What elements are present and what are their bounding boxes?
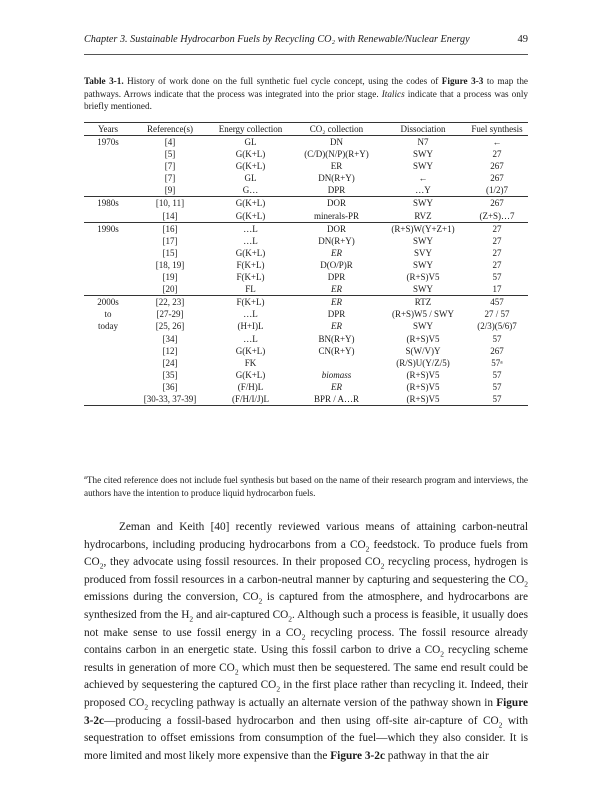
cell-co2: DPR [327, 185, 346, 196]
cell-co2 [293, 357, 380, 369]
cell-dissociation: SWY [380, 197, 466, 210]
cell-years: 1970s [84, 136, 132, 149]
cell-dissociation: (R+S)V5 [380, 393, 466, 406]
cell-dissociation: SWY [413, 161, 433, 172]
cell-fuel: 267 [490, 161, 504, 172]
cell-energy: F(K+L) [208, 296, 293, 309]
cell-energy: (F/H/I/J)L [208, 393, 293, 406]
cell-dissociation: …Y [415, 185, 431, 196]
cell-co2: DOR [293, 197, 380, 210]
cell-energy: F(K+L) [236, 259, 265, 270]
col-header-references: Reference(s) [132, 123, 208, 136]
cell-energy: FK [244, 357, 257, 368]
chapter-title: Chapter 3. Sustainable Hydrocarbon Fuels by Recycling CO₂ with Renewable/Nuclear Energy [84, 34, 470, 45]
cell-dissociation: (R/S)U(Y/Z/5) [396, 357, 450, 368]
cell-energy: …L [243, 333, 258, 344]
cell-fuel: ← [466, 136, 528, 149]
cell-fuel: 17 [492, 284, 502, 295]
cell-reference: [14] [162, 210, 178, 221]
cell-fuel: 57 [466, 393, 528, 406]
cell-fuel: 57ᵃ [491, 357, 503, 368]
cell-co2: DPR [327, 272, 346, 283]
col-header-dissociation: Dissociation [380, 123, 466, 136]
cell-years: to [104, 309, 112, 320]
cell-co2: DN [293, 136, 380, 149]
cell-co2: DPR [327, 309, 346, 320]
cell-energy: G(K+L) [235, 161, 266, 172]
cell-energy: G(K+L) [235, 210, 266, 221]
cell-energy: (F/H)L [237, 381, 264, 392]
cell-years [84, 369, 132, 381]
figure-reference: Figure 3-3 [441, 76, 484, 86]
footnote-text: The cited reference does not include fuel synthesis but based on the name of their research program and interviews, the authors have the intention to produce liquid hydrocarbon fuels. [84, 475, 528, 498]
table-row [84, 283, 528, 296]
table-row [84, 369, 528, 381]
cell-reference: [20] [162, 284, 178, 295]
cell-dissociation: RVZ [414, 210, 432, 221]
col-header-energy: Energy collection [208, 123, 293, 136]
cell-reference: [34] [162, 333, 178, 344]
cell-fuel: (2/3)(5/6)7 [477, 321, 517, 332]
cell-co2: DN(R+Y) [318, 173, 355, 184]
cell-years [84, 271, 132, 283]
cell-energy: G(K+L) [235, 247, 266, 258]
cell-co2: biomass [321, 369, 352, 380]
cell-years [84, 259, 132, 271]
cell-co2: (C/D)(N/P)(R+Y) [304, 149, 369, 160]
table-row [84, 247, 528, 259]
cell-energy: G(K+L) [235, 369, 266, 380]
table-row [84, 259, 528, 271]
page-number: 49 [517, 34, 528, 45]
table-row [84, 345, 528, 357]
cell-co2: ER [331, 321, 342, 332]
cell-years: today [98, 321, 118, 332]
table-row [84, 381, 528, 393]
cell-dissociation: SWY [413, 149, 433, 160]
cell-fuel: 27 / 57 [484, 309, 510, 320]
cell-years: 1990s [84, 222, 132, 235]
cell-fuel: 27 [492, 259, 502, 270]
header-divider [84, 54, 528, 55]
cell-dissociation: (R+S)W5 / SWY [391, 309, 455, 320]
cell-reference: [16] [132, 222, 208, 235]
cell-reference: [19] [162, 272, 178, 283]
cell-years [84, 333, 132, 345]
table-row [84, 210, 528, 223]
cell-reference: [7] [164, 161, 176, 172]
cell-reference: [36] [162, 381, 178, 392]
cell-reference: [5] [164, 149, 176, 160]
cell-energy: FL [245, 284, 256, 295]
cell-dissociation: (R+S)V5 [406, 333, 440, 344]
cell-reference: [12] [162, 345, 178, 356]
cell-reference: [7] [164, 173, 176, 184]
cell-years [84, 210, 132, 223]
cell-reference: [22, 23] [132, 296, 208, 309]
cell-co2: CN(R+Y) [318, 345, 355, 356]
cell-energy: F(K+L) [236, 272, 265, 283]
table-row [84, 222, 528, 235]
col-header-years: Years [84, 123, 132, 136]
cell-energy: GL [244, 173, 257, 184]
cell-dissociation: ← [418, 173, 428, 184]
history-table [84, 122, 528, 406]
cell-dissociation: SWY [413, 321, 433, 332]
table-row [84, 172, 528, 184]
cell-co2: DOR [293, 222, 380, 235]
table-row [84, 333, 528, 345]
cell-energy: G(K+L) [235, 345, 266, 356]
table-row [84, 184, 528, 197]
cell-reference: [35] [162, 369, 178, 380]
cell-fuel: 57 [492, 369, 502, 380]
table-row [84, 136, 528, 149]
cell-dissociation: S(W/V)Y [405, 345, 441, 356]
table-caption: Table 3-1. History of work done on the full synthetic fuel cycle concept, using the codes of Figure 3-3 to map the pathways. Arrows indicate that the process was integrated into the prior stage. Italics indicate that a process was only briefly mentioned. [84, 76, 528, 112]
cell-co2: BN(R+Y) [318, 333, 355, 344]
cell-years [84, 381, 132, 393]
cell-years [84, 235, 132, 247]
cell-years [84, 148, 132, 160]
cell-energy: …L [243, 309, 258, 320]
cell-fuel: 267 [466, 197, 528, 210]
footnote-marker: a [84, 474, 87, 481]
table-row [84, 357, 528, 369]
cell-co2: ER [331, 381, 342, 392]
table-label: Table 3-1. [84, 76, 124, 86]
cell-fuel: 27 [466, 222, 528, 235]
cell-years [84, 172, 132, 184]
table-row [84, 148, 528, 160]
cell-reference: [15] [162, 247, 178, 258]
cell-fuel: 27 [492, 235, 502, 246]
cell-reference: [24] [162, 357, 178, 368]
cell-dissociation: N7 [380, 136, 466, 149]
col-header-co2: CO₂ collection [293, 123, 380, 136]
cell-dissociation: (R+S)V5 [406, 272, 440, 283]
cell-energy: G(K+L) [208, 197, 293, 210]
cell-co2: ER [330, 161, 343, 172]
cell-energy: GL [208, 136, 293, 149]
cell-co2: ER [293, 296, 380, 309]
table-body [84, 136, 528, 406]
cell-reference: [25, 26] [155, 321, 185, 332]
cell-reference: [17] [162, 235, 178, 246]
cell-years [84, 345, 132, 357]
cell-co2: D(O/P)R [320, 259, 353, 270]
cell-dissociation: SWY [413, 235, 433, 246]
cell-reference: [27-29] [156, 309, 184, 320]
table-header-row [84, 123, 528, 136]
cell-years [84, 283, 132, 296]
col-header-fuel: Fuel synthesis [466, 123, 528, 136]
cell-dissociation: (R+S)W(Y+Z+1) [380, 222, 466, 235]
cell-reference: [10, 11] [132, 197, 208, 210]
cell-energy: G(K+L) [235, 149, 266, 160]
cell-co2: DN(R+Y) [318, 235, 355, 246]
table-row [84, 393, 528, 406]
cell-energy: (H+I)L [237, 321, 264, 332]
table-row [84, 296, 528, 309]
cell-fuel: 27 [492, 247, 502, 258]
cell-dissociation: SVY [413, 247, 432, 258]
cell-years [84, 357, 132, 369]
cell-co2: ER [331, 247, 342, 258]
cell-dissociation: RTZ [380, 296, 466, 309]
cell-years [84, 247, 132, 259]
table-row [84, 235, 528, 247]
figure-reference: Figure 3-2c [330, 749, 385, 762]
body-paragraph: Zeman and Keith [40] recently reviewed various means of attaining carbon-neutral hydrocarbons, including producing hydrocarbons from a $CO_2$ feedstock. To produce fuels from $CO_2$, they advocate using fossil resources. In their proposed $CO_2$ recycling process, hydrogen is produced from fossil resources in a carbon-neutral manner by capturing and sequestering the $CO_2$ emissions during the conversion, $CO_2$ is captured from the atmosphere, and hydrocarbons are synthesized from the $H_2$ and air-captured $CO_2$. Although such a process is feasible, it usually does not make sense to use fossil energy in a $CO_2$ recycling process. The fossil resource already contains carbon in an energetic state. Using this fossil carbon to drive a $CO_2$ recycling scheme results in generation of more $CO_2$ which must then be sequestered. The same end result could be achieved by sequestering the captured $CO_2$ in the first place rather than recycling it. Indeed, their proposed $CO_2$ recycling pathway is actually an alternate version of the pathway shown in Figure 3-2c—producing a fossil-based hydrocarbon and then using off-site air-capture of $CO_2$ with sequestration to offset emissions from consumption of the fuel—which they also consider. It is more limited and most likely more expensive than the Figure 3-2c pathway in that the air [84, 521, 529, 762]
cell-fuel: 27 [492, 149, 502, 160]
cell-fuel: 57 [492, 272, 502, 283]
cell-fuel: 267 [490, 345, 504, 356]
cell-fuel: (Z+S)…7 [479, 210, 515, 221]
cell-fuel: 57 [492, 381, 502, 392]
cell-years: 1980s [84, 197, 132, 210]
cell-reference: [4] [132, 136, 208, 149]
cell-fuel: 267 [490, 173, 504, 184]
cell-reference: [30-33, 37-39] [132, 393, 208, 406]
running-header [84, 34, 528, 48]
cell-energy: G… [242, 185, 259, 196]
table-row [84, 308, 528, 320]
cell-fuel: 457 [466, 296, 528, 309]
cell-dissociation: (R+S)V5 [406, 369, 440, 380]
cell-years: 2000s [84, 296, 132, 309]
cell-years [84, 184, 132, 197]
cell-co2: BPR / A…R [293, 393, 380, 406]
cell-years [84, 160, 132, 172]
cell-co2: ER [331, 284, 342, 295]
cell-co2: minerals-PR [314, 210, 359, 221]
cell-dissociation: SWY [413, 259, 433, 270]
table-row [84, 320, 528, 332]
table-row [84, 197, 528, 210]
table-row [84, 271, 528, 283]
cell-dissociation: SWY [413, 284, 433, 295]
cell-years [84, 393, 132, 406]
table-footnote [84, 472, 528, 499]
cell-energy: …L [208, 222, 293, 235]
figure-reference: Figure 3-2c [84, 696, 529, 727]
cell-energy: …L [243, 235, 258, 246]
cell-reference: [9] [164, 185, 176, 196]
cell-reference: [18, 19] [155, 259, 185, 270]
cell-fuel: 57 [492, 333, 502, 344]
cell-fuel: (1/2)7 [486, 185, 508, 196]
table-row [84, 160, 528, 172]
cell-dissociation: (R+S)V5 [406, 381, 440, 392]
